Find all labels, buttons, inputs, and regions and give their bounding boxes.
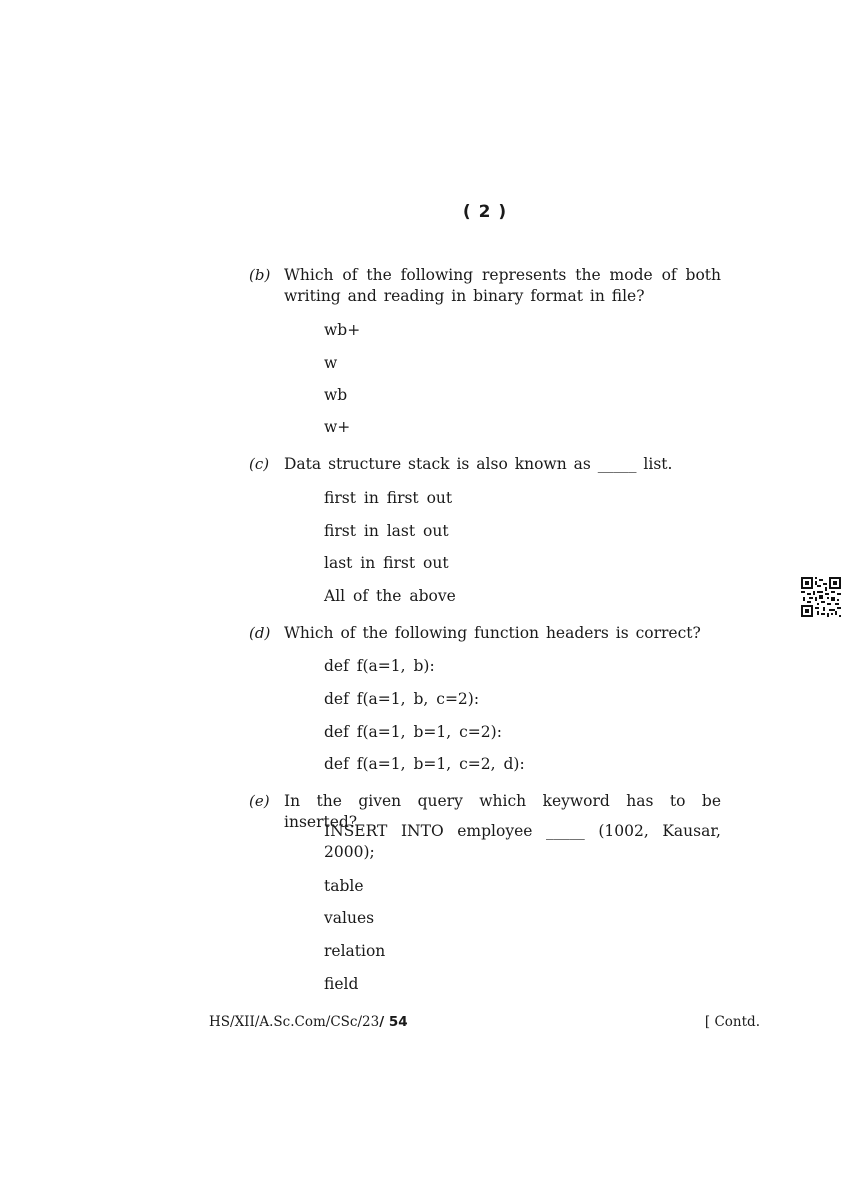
option-text: def f(a=1, b, c=2): [324, 690, 480, 708]
option-text: first in first out [324, 489, 453, 507]
question-c [249, 454, 721, 475]
question-label: (e) [249, 792, 270, 810]
option-text: w+ [324, 418, 351, 436]
footer-continued: [ Contd. [704, 1014, 760, 1030]
option-text: wb [324, 386, 348, 404]
option-text: w [324, 354, 338, 372]
option-text: def f(a=1, b): [324, 657, 435, 675]
question-text: In the given query which keyword has to be inserted? [284, 792, 721, 831]
qr-code-icon [801, 577, 841, 617]
option-text: All of the above [324, 587, 456, 605]
paper-code: HS/XII/A.Sc.Com/CSc/23 [209, 1014, 380, 1030]
question-label: (d) [249, 624, 271, 642]
question-text: Data structure stack is also known as _____ list. [284, 455, 673, 473]
option-text: table [324, 877, 364, 895]
option-text: field [324, 975, 359, 993]
question-b [249, 265, 721, 307]
question-label: (b) [249, 266, 271, 284]
page-number: ( 2 ) [462, 202, 508, 222]
question-text: Which of the following function headers is correct? [284, 624, 701, 642]
option-text: values [324, 909, 375, 927]
option-text: wb+ [324, 321, 361, 339]
option-text: first in last out [324, 522, 449, 540]
footer-paper-code [209, 1014, 408, 1030]
question-text: Which of the following represents the mode of both writing and reading in binary format in file? [284, 266, 721, 305]
question-d [249, 623, 721, 644]
option-text: relation [324, 942, 386, 960]
sql-query: INSERT INTO employee _____ (1002, Kausar, 2000); [324, 822, 721, 861]
option-text: def f(a=1, b=1, c=2, d): [324, 755, 525, 773]
option-text: def f(a=1, b=1, c=2): [324, 723, 502, 741]
option-text: last in first out [324, 554, 449, 572]
question-label: (c) [249, 455, 270, 473]
paper-code-suffix: / 54 [379, 1014, 408, 1030]
